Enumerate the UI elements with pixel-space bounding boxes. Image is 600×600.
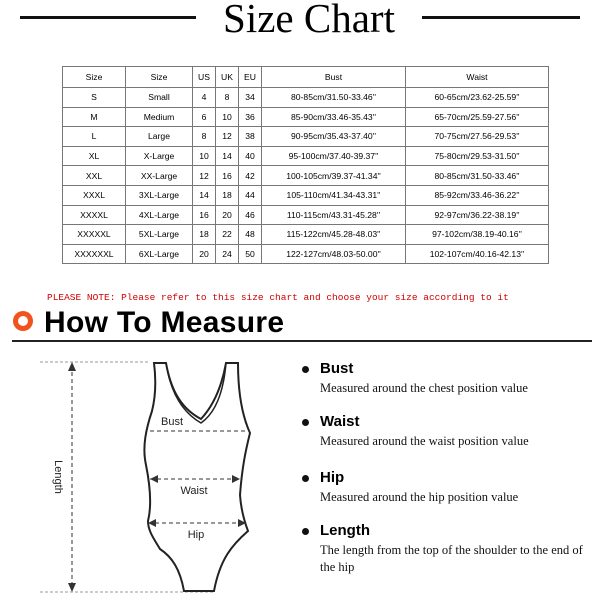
size-table-container (62, 66, 548, 264)
header-us: US (193, 67, 216, 88)
size-note: PLEASE NOTE: Please refer to this size chart and choose your size according to it (47, 292, 509, 303)
header-size-name: Size (126, 67, 193, 88)
table-cell: 8 (193, 127, 216, 147)
header-waist: Waist (406, 67, 549, 88)
table-row (63, 244, 549, 264)
table-cell: 6XL-Large (126, 244, 193, 264)
bullet-dot-icon (302, 475, 309, 482)
measure-name: Length (320, 522, 370, 539)
table-cell: 90-95cm/35.43-37.40'' (262, 127, 406, 147)
table-cell: 12 (216, 127, 239, 147)
table-row (63, 146, 549, 166)
diagram-label-bust: Bust (160, 416, 184, 428)
table-cell: 85-92cm/33.46-36.22'' (406, 185, 549, 205)
table-row (63, 225, 549, 245)
diagram-label-waist: Waist (180, 485, 208, 497)
measure-desc: Measured around the chest position value (320, 381, 528, 395)
measure-desc: Measured around the hip position value (320, 490, 519, 504)
table-cell: 12 (193, 166, 216, 186)
table-cell: 50 (239, 244, 262, 264)
table-cell: 46 (239, 205, 262, 225)
section-rule (12, 340, 592, 342)
title-rule-left (20, 16, 196, 19)
table-row (63, 166, 549, 186)
table-cell: 3XL-Large (126, 185, 193, 205)
table-cell: XXXXXL (63, 225, 126, 245)
table-cell: 14 (216, 146, 239, 166)
header-uk: UK (216, 67, 239, 88)
table-cell: 36 (239, 107, 262, 127)
table-cell: 40 (239, 146, 262, 166)
table-cell: 5XL-Large (126, 225, 193, 245)
table-cell: 20 (216, 205, 239, 225)
table-cell: XX-Large (126, 166, 193, 186)
table-cell: 48 (239, 225, 262, 245)
table-cell: 6 (193, 107, 216, 127)
measure-name: Waist (320, 413, 360, 430)
measure-name: Bust (320, 360, 354, 377)
table-cell: XXXXL (63, 205, 126, 225)
table-cell: 122-127cm/48.03-50.00'' (262, 244, 406, 264)
table-cell: 100-105cm/39.37-41.34'' (262, 166, 406, 186)
table-cell: XXL (63, 166, 126, 186)
table-cell: M (63, 107, 126, 127)
table-cell: 85-90cm/33.46-35.43'' (262, 107, 406, 127)
table-cell: 18 (193, 225, 216, 245)
table-cell: XL (63, 146, 126, 166)
table-cell: 10 (216, 107, 239, 127)
table-header-row (63, 67, 549, 88)
bullet-dot-icon (302, 419, 309, 426)
table-cell: 110-115cm/43.31-45.28'' (262, 205, 406, 225)
header-bust: Bust (262, 67, 406, 88)
table-cell: 4 (193, 88, 216, 108)
table-cell: 75-80cm/29.53-31.50'' (406, 146, 549, 166)
bodysuit-diagram (0, 345, 290, 600)
table-cell: 115-122cm/45.28-48.03'' (262, 225, 406, 245)
table-cell: Medium (126, 107, 193, 127)
header-eu: EU (239, 67, 262, 88)
title-rule-right (422, 16, 580, 19)
table-cell: 70-75cm/27.56-29.53'' (406, 127, 549, 147)
how-to-measure-title: How To Measure (44, 306, 285, 339)
table-cell: 16 (216, 166, 239, 186)
table-cell: 4XL-Large (126, 205, 193, 225)
table-cell: X-Large (126, 146, 193, 166)
table-row (63, 107, 549, 127)
table-cell: 24 (216, 244, 239, 264)
diagram-label-hip: Hip (187, 529, 205, 541)
table-row (63, 88, 549, 108)
table-cell: 8 (216, 88, 239, 108)
bullet-dot-icon (302, 528, 309, 535)
table-cell: XXXXXXL (63, 244, 126, 264)
bullet-dot-icon (302, 366, 309, 373)
measure-desc: The length from the top of the shoulder to the end of the hip (320, 543, 583, 574)
table-cell: 97-102cm/38.19-40.16'' (406, 225, 549, 245)
table-cell: 10 (193, 146, 216, 166)
table-cell: 65-70cm/25.59-27.56'' (406, 107, 549, 127)
table-cell: 105-110cm/41.34-43.31'' (262, 185, 406, 205)
diagram-label-length: Length (52, 460, 64, 494)
table-cell: 16 (193, 205, 216, 225)
table-cell: 60-65cm/23.62-25.59'' (406, 88, 549, 108)
size-table (62, 66, 549, 264)
table-row (63, 205, 549, 225)
table-cell: 22 (216, 225, 239, 245)
table-cell: 38 (239, 127, 262, 147)
table-cell: S (63, 88, 126, 108)
measure-desc: Measured around the waist position value (320, 434, 529, 448)
table-cell: 18 (216, 185, 239, 205)
table-cell: 80-85cm/31.50-33.46'' (262, 88, 406, 108)
table-cell: Large (126, 127, 193, 147)
table-cell: 80-85cm/31.50-33.46'' (406, 166, 549, 186)
table-cell: 102-107cm/40.16-42.13'' (406, 244, 549, 264)
table-cell: 42 (239, 166, 262, 186)
table-cell: Small (126, 88, 193, 108)
table-cell: 44 (239, 185, 262, 205)
table-cell: 95-100cm/37.40-39.37'' (262, 146, 406, 166)
table-cell: L (63, 127, 126, 147)
table-cell: XXXL (63, 185, 126, 205)
table-cell: 20 (193, 244, 216, 264)
table-cell: 14 (193, 185, 216, 205)
table-cell: 34 (239, 88, 262, 108)
table-row (63, 185, 549, 205)
table-cell: 92-97cm/36.22-38.19'' (406, 205, 549, 225)
header-size: Size (63, 67, 126, 88)
table-row (63, 127, 549, 147)
measure-name: Hip (320, 469, 345, 486)
orange-circle-icon (13, 311, 33, 331)
page-title: Size Chart (223, 0, 395, 41)
